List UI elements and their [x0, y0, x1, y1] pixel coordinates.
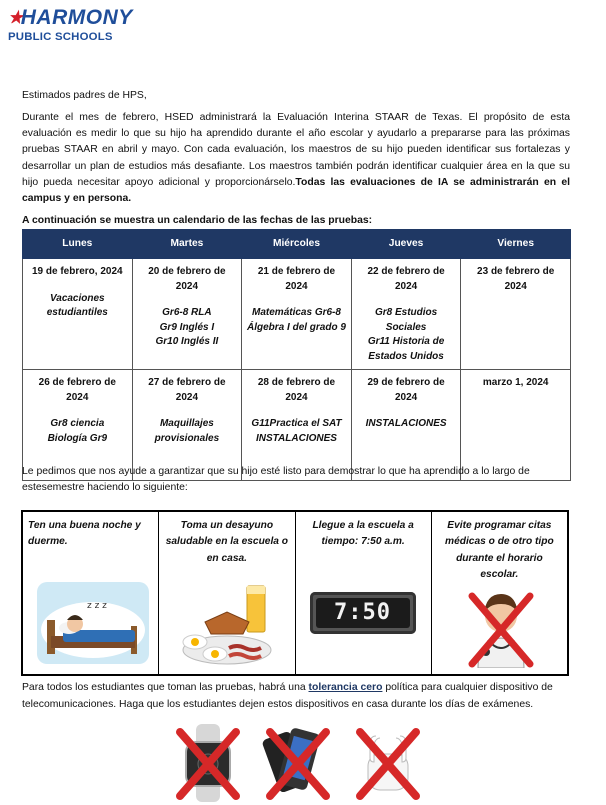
request-paragraph: Le pedimos que nos ayude a garantizar que su hijo esté listo para demostrar lo que ha aprendido a lo largo de estesemestre haciendo lo siguiente:	[22, 466, 530, 494]
intro-text: Durante el mes de febrero, HSED administrará la Evaluación Interina STAAR de Texas. El propósito de esta evaluación es medir lo que su hijo ha aprendido durante el año escolar y ayudarlo a prepararse para las próximas pruebas STAAR en abril y mayo. Con cada evaluación, los maestros de su hijo pueden identificar sus fortalezas y desarrollar un plan de estudios más desafiante. Los maestros también podrán identificar cualquier área en la que su hijo pueda necesitar apoyo adicional y proporcionárselo.	[22, 112, 570, 188]
calendar-day-cell	[461, 259, 571, 370]
calendar-date: 21 de febrero de 2024	[257, 266, 336, 292]
no-earbuds-icon	[352, 724, 424, 802]
logo-subtitle: PUBLIC SCHOOLS	[8, 31, 113, 43]
calendar-day-cell	[351, 259, 461, 370]
policy-text-pre: Para todos los estudiantes que toman las pruebas, habrá una	[22, 682, 309, 693]
tip-appointments	[432, 512, 567, 674]
calendar-date: 22 de febrero de 2024	[367, 266, 445, 292]
tips-box	[21, 510, 569, 676]
tip-breakfast	[159, 512, 295, 674]
calendar-event: Gr6-8 RLA Gr9 Inglés I Gr10 Inglés II	[155, 307, 219, 347]
zero-tolerance: tolerancia cero	[308, 682, 383, 693]
sleeping-child-icon	[37, 582, 149, 664]
calendar-date: 27 de febrero de 2024	[148, 377, 226, 403]
breakfast-icon	[181, 582, 277, 668]
no-smartwatch-icon	[172, 724, 244, 802]
logo-brand: HARMONY	[20, 6, 133, 29]
calendar-event: Gr8 ciencia Biología Gr9	[47, 418, 108, 444]
calendar-event: Gr8 Estudios Sociales Gr11 Historia de Estados Unidos	[367, 307, 445, 362]
day-header: Lunes	[23, 230, 133, 259]
calendar-day-cell	[242, 259, 352, 370]
greeting: Estimados padres de HPS,	[22, 90, 147, 101]
calendar-date: 26 de febrero de 2024	[38, 377, 116, 403]
day-header: Jueves	[351, 230, 461, 259]
calendar-header-row	[23, 230, 571, 259]
tip-on-time	[296, 512, 432, 674]
calendar-date: 20 de febrero de 2024	[148, 266, 226, 292]
tip-text: Llegue a la escuela a tiempo: 7:50 a.m.	[312, 520, 414, 548]
calendar-heading: A continuación se muestra un calendario de las fechas de las pruebas:	[22, 214, 373, 226]
letter-body	[22, 88, 570, 235]
calendar-event: G11Practica el SAT INSTALACIONES	[251, 418, 342, 444]
tip-text: Evite programar citas médicas o de otro tipo durante el horario escolar.	[445, 520, 554, 580]
calendar-event: Vacaciones estudiantiles	[46, 292, 108, 318]
calendar-date: 28 de febrero de 2024	[257, 377, 336, 403]
calendar-week-row	[23, 259, 571, 370]
test-calendar	[22, 229, 571, 481]
digital-clock-icon	[310, 592, 416, 634]
day-header: Martes	[132, 230, 242, 259]
calendar-day-cell	[23, 259, 133, 370]
day-header: Viernes	[461, 230, 571, 259]
calendar-day-cell	[132, 259, 242, 370]
calendar-event: Matemáticas Gr6-8 Álgebra I del grado 9	[247, 307, 346, 333]
intro-bold-text: Todas las evaluaciones de IA se administrarán en el campus y en persona.	[22, 176, 570, 204]
day-header: Miércoles	[242, 230, 352, 259]
policy-text-post: política para cualquier dispositivo de telecomunicaciones. Haga que los estudiantes dejen estos dispositivos en casa durante los días de exámenes.	[22, 682, 553, 710]
tip-sleep	[23, 512, 159, 674]
calendar-date: 23 de febrero de 2024	[477, 266, 555, 292]
harmony-logo	[8, 6, 133, 56]
calendar-date: marzo 1, 2024	[482, 377, 549, 388]
no-doctor-icon	[464, 582, 538, 668]
star-icon: ★	[8, 8, 24, 27]
prohibited-devices	[172, 724, 432, 804]
device-policy	[22, 680, 574, 713]
clock-display: 7:50	[316, 598, 410, 628]
calendar-event: INSTALACIONES	[365, 418, 447, 429]
calendar-date: 29 de febrero de 2024	[367, 377, 445, 403]
calendar-event: Maquillajes provisionales	[154, 418, 220, 444]
intro-paragraph	[22, 110, 570, 207]
tip-text: Ten una buena noche y duerme.	[28, 520, 141, 548]
calendar-date: 19 de febrero, 2024	[31, 266, 123, 277]
no-phones-icon	[262, 724, 334, 802]
tip-text: Toma un desayuno saludable en la escuela o en casa.	[165, 520, 289, 564]
svg-text:z z z: z z z	[87, 601, 107, 611]
